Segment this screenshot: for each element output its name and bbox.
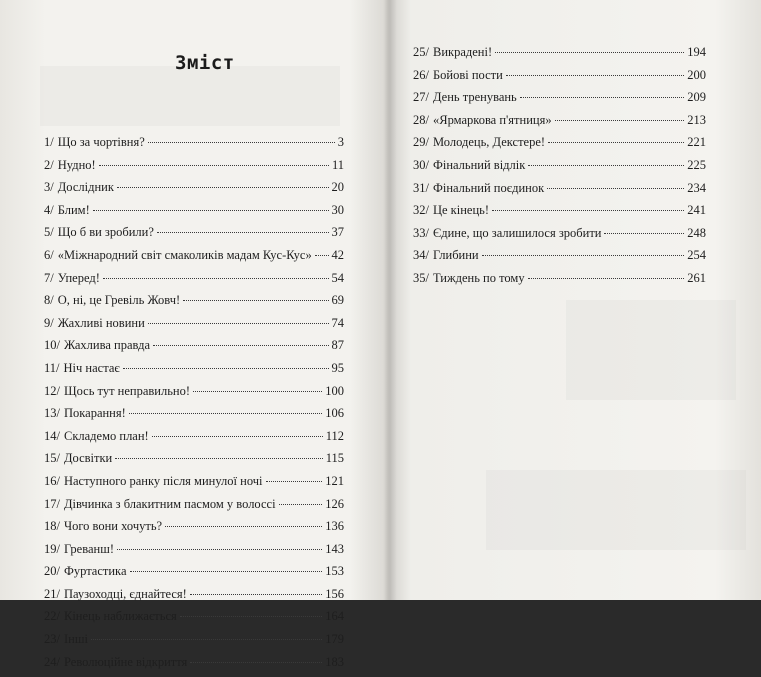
dot-leader	[555, 120, 685, 121]
toc-entry	[413, 271, 706, 294]
toc-entry-title: Ніч настає	[63, 360, 120, 375]
page-title: Зміст	[175, 52, 235, 74]
toc-entry-number: 14/	[44, 428, 60, 443]
toc-entry	[44, 542, 344, 565]
toc-entry-page: 20	[331, 180, 344, 195]
toc-entry-page: 261	[687, 270, 706, 285]
toc-entry-title: Дослідник	[57, 180, 114, 195]
dot-leader	[190, 594, 322, 595]
toc-entry-number: 24/	[44, 654, 60, 669]
dot-leader	[506, 75, 684, 76]
toc-entry	[413, 68, 706, 91]
toc-entry	[44, 135, 344, 158]
toc-entry-number: 35/	[413, 270, 429, 285]
toc-entry-number: 6/	[44, 247, 54, 262]
toc-entry-number: 23/	[44, 632, 60, 647]
toc-entry-number: 29/	[413, 135, 429, 150]
dot-leader	[183, 300, 328, 301]
toc-entry-page: 69	[331, 293, 344, 308]
dot-leader	[165, 526, 322, 527]
dot-leader	[129, 413, 322, 414]
toc-entry	[44, 158, 344, 181]
toc-entry	[413, 248, 706, 271]
toc-entry-number: 20/	[44, 564, 60, 579]
dot-leader	[117, 549, 322, 550]
toc-entry-number: 5/	[44, 225, 54, 240]
toc-entry-page: 106	[325, 406, 344, 421]
toc-entry-number: 7/	[44, 270, 54, 285]
toc-entry-title: Бойові пости	[432, 67, 503, 82]
right-page	[396, 0, 761, 600]
toc-entry-title: Тиждень по тому	[432, 270, 525, 285]
toc-entry-page: 209	[687, 90, 706, 105]
toc-entry-title: Паузоходці, єднайтеся!	[63, 586, 187, 601]
toc-entry	[44, 497, 344, 520]
toc-entry-page: 95	[331, 360, 344, 375]
toc-entry-number: 8/	[44, 293, 54, 308]
toc-entry	[44, 361, 344, 384]
toc-entry	[44, 429, 344, 452]
toc-entry-page: 100	[325, 383, 344, 398]
toc-entry	[44, 225, 344, 248]
dot-leader	[548, 142, 684, 143]
toc-entry-number: 9/	[44, 315, 54, 330]
toc-entry-number: 11/	[44, 360, 60, 375]
toc-entry	[44, 564, 344, 587]
toc-entry-title: Жахлива правда	[63, 338, 150, 353]
toc-entry	[413, 181, 706, 204]
toc-list-left	[44, 135, 344, 677]
dot-leader	[103, 278, 329, 279]
dot-leader	[130, 571, 323, 572]
dot-leader	[148, 323, 329, 324]
toc-entry-title: О, ні, це Гревіль Жовч!	[57, 293, 181, 308]
toc-entry-number: 4/	[44, 202, 54, 217]
toc-entry-number: 32/	[413, 203, 429, 218]
toc-entry-page: 54	[331, 270, 344, 285]
toc-entry	[44, 406, 344, 429]
dot-leader	[495, 52, 684, 53]
toc-entry-title: Єдине, що залишилося зробити	[432, 225, 602, 240]
toc-entry-page: 200	[687, 67, 706, 82]
toc-entry	[44, 271, 344, 294]
toc-entry-title: Нудно!	[57, 157, 96, 172]
toc-entry-page: 42	[331, 247, 344, 262]
toc-entry-title: Фінальний відлік	[432, 157, 526, 172]
toc-entry	[44, 338, 344, 361]
toc-entry-title: День тренувань	[432, 90, 517, 105]
toc-entry-page: 126	[325, 496, 344, 511]
toc-entry-page: 112	[325, 428, 344, 443]
toc-entry	[44, 248, 344, 271]
toc-entry-page: 121	[325, 473, 344, 488]
toc-entry-page: 37	[331, 225, 344, 240]
toc-entry	[44, 587, 344, 610]
toc-entry	[44, 609, 344, 632]
dot-leader	[93, 210, 329, 211]
toc-entry-number: 31/	[413, 180, 429, 195]
toc-entry-number: 16/	[44, 473, 60, 488]
toc-entry-number: 19/	[44, 541, 60, 556]
dot-leader	[148, 142, 335, 143]
toc-entry-page: 153	[325, 564, 344, 579]
toc-entry-number: 18/	[44, 519, 60, 534]
toc-entry	[44, 632, 344, 655]
toc-entry	[413, 45, 706, 68]
toc-entry-number: 3/	[44, 180, 54, 195]
toc-entry-page: 194	[687, 45, 706, 59]
toc-entry-title: Революційне відкриття	[63, 654, 188, 669]
toc-entry-page: 3	[337, 135, 344, 149]
toc-entry	[44, 451, 344, 474]
dot-leader	[547, 188, 684, 189]
toc-entry-title: Молодець, Декстере!	[432, 135, 546, 150]
toc-entry-page: 164	[325, 609, 344, 624]
toc-entry-title: Інші	[63, 632, 88, 647]
toc-entry-title: Кінець наближається	[63, 609, 177, 624]
toc-entry-page: 183	[325, 654, 344, 669]
toc-entry	[44, 519, 344, 542]
toc-entry-page: 115	[325, 451, 344, 466]
dot-leader	[99, 165, 329, 166]
toc-entry-page: 143	[325, 541, 344, 556]
dot-leader	[604, 233, 684, 234]
dot-leader	[117, 187, 329, 188]
dot-leader	[193, 391, 322, 392]
toc-entry	[413, 226, 706, 249]
toc-entry-title: Чого вони хочуть?	[63, 519, 163, 534]
toc-entry	[44, 655, 344, 677]
toc-entry-title: Що б ви зробили?	[57, 225, 154, 240]
toc-entry-title: Фінальний поєдинок	[432, 180, 545, 195]
toc-entry-title: Уперед!	[57, 270, 100, 285]
dot-leader	[190, 662, 322, 663]
toc-entry-number: 12/	[44, 383, 60, 398]
dot-leader	[279, 504, 323, 505]
toc-entry-number: 30/	[413, 157, 429, 172]
toc-entry-page: 213	[687, 112, 706, 127]
toc-entry-page: 234	[687, 180, 706, 195]
toc-entry-number: 1/	[44, 135, 54, 149]
toc-entry-number: 21/	[44, 586, 60, 601]
toc-entry	[44, 316, 344, 339]
toc-list-right	[413, 45, 706, 294]
toc-entry-number: 26/	[413, 67, 429, 82]
toc-entry-page: 74	[331, 315, 344, 330]
toc-entry-page: 87	[331, 338, 344, 353]
toc-entry-page: 136	[325, 519, 344, 534]
dot-leader	[266, 481, 323, 482]
toc-entry-title: Викрадені!	[432, 45, 493, 59]
toc-entry	[413, 113, 706, 136]
toc-entry-number: 2/	[44, 157, 54, 172]
toc-entry-number: 33/	[413, 225, 429, 240]
toc-entry-number: 22/	[44, 609, 60, 624]
toc-entry-title: Фуртастика	[63, 564, 127, 579]
toc-entry-title: Жахливі новини	[57, 315, 145, 330]
toc-entry-page: 30	[331, 202, 344, 217]
toc-entry-number: 27/	[413, 90, 429, 105]
toc-entry-number: 25/	[413, 45, 429, 59]
dot-leader	[115, 458, 322, 459]
toc-entry	[413, 203, 706, 226]
dot-leader	[315, 255, 329, 256]
toc-entry-number: 17/	[44, 496, 60, 511]
show-through-shade	[566, 300, 736, 400]
toc-entry-title: «Міжнародний світ смаколиків мадам Кус-Кус»	[57, 247, 312, 262]
toc-entry-page: 254	[687, 248, 706, 263]
dot-leader	[482, 255, 685, 256]
dot-leader	[157, 232, 329, 233]
dot-leader	[153, 345, 329, 346]
toc-entry	[44, 474, 344, 497]
toc-entry	[413, 158, 706, 181]
toc-entry-page: 156	[325, 586, 344, 601]
toc-entry-title: Щось тут неправильно!	[63, 383, 191, 398]
toc-entry-page: 179	[325, 632, 344, 647]
dot-leader	[528, 278, 685, 279]
toc-entry-title: «Ярмаркова п'ятниця»	[432, 112, 552, 127]
toc-entry-number: 34/	[413, 248, 429, 263]
dot-leader	[123, 368, 329, 369]
toc-entry-title: Блим!	[57, 202, 90, 217]
toc-entry-title: Наступного ранку після минулої ночі	[63, 473, 263, 488]
toc-entry-title: Що за чортівня?	[57, 135, 145, 149]
toc-entry-page: 225	[687, 157, 706, 172]
toc-entry-title: Греванш!	[63, 541, 114, 556]
toc-entry-title: Дівчинка з блакитним пасмом у волоссі	[63, 496, 276, 511]
toc-entry	[44, 203, 344, 226]
show-through-shade	[486, 470, 746, 550]
dot-leader	[180, 616, 322, 617]
dot-leader	[528, 165, 684, 166]
toc-entry-page: 241	[687, 203, 706, 218]
toc-entry-number: 10/	[44, 338, 60, 353]
toc-entry-title: Досвітки	[63, 451, 113, 466]
show-through-shade	[40, 66, 340, 126]
dot-leader	[520, 97, 684, 98]
toc-entry-title: Глибини	[432, 248, 479, 263]
toc-entry-title: Складемо план!	[63, 428, 149, 443]
toc-entry	[44, 293, 344, 316]
toc-entry-number: 28/	[413, 112, 429, 127]
toc-entry-page: 221	[687, 135, 706, 150]
toc-entry-page: 248	[687, 225, 706, 240]
toc-entry	[413, 90, 706, 113]
toc-entry-page: 11	[331, 157, 344, 172]
toc-entry	[44, 384, 344, 407]
toc-entry	[413, 135, 706, 158]
toc-entry-number: 15/	[44, 451, 60, 466]
dot-leader	[492, 210, 684, 211]
toc-entry-title: Це кінець!	[432, 203, 490, 218]
dot-leader	[91, 639, 322, 640]
toc-entry-number: 13/	[44, 406, 60, 421]
toc-entry	[44, 180, 344, 203]
toc-entry-title: Покарання!	[63, 406, 126, 421]
dot-leader	[152, 436, 323, 437]
